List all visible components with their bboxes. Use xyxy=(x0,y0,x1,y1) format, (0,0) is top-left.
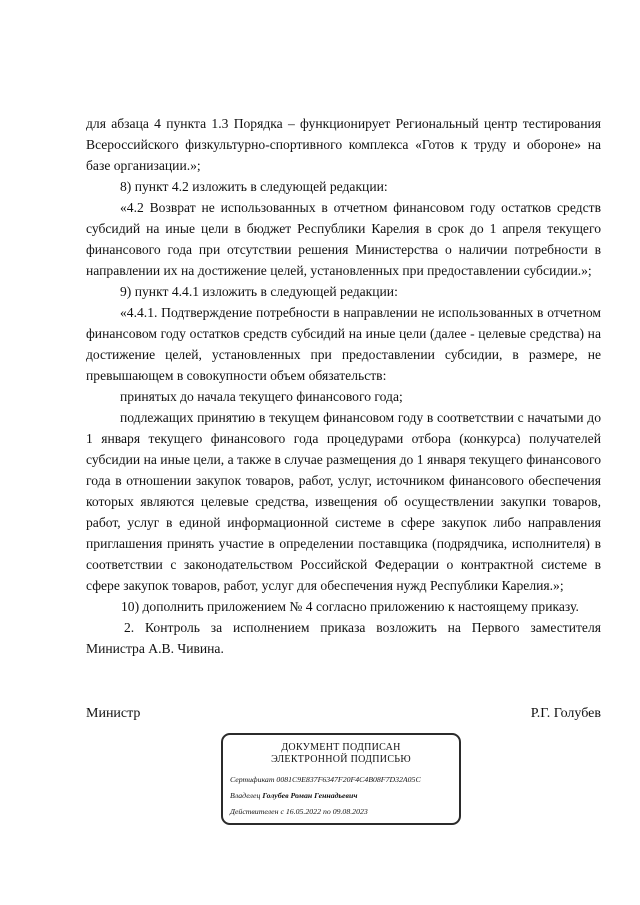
valid-from: 16.05.2022 xyxy=(285,807,321,816)
paragraph-clause-4-4-1: «4.4.1. Подтверждение потребности в направлении не использованных в отчетном финансовом году остатков средств субсидий на иные цели (далее - целевые средства) на достижение целей, установленных при предоставлении субсидии, в размере, не превышающем в совокупности объем обязательств: xyxy=(86,305,601,383)
signatory-name: Р.Г. Голубев xyxy=(530,706,601,721)
stamp-validity xyxy=(230,807,368,817)
paragraph-obligations-pending: подлежащих принятию в текущем финансовом году в соответствии с начатыми до 1 января текущего финансового года процедурами отбора (конкурса) получателей субсидии на иные цели, а также в случае размещения до 1 января текущего финансового года в отношении закупок товаров, работ, услуг, источником финансового обеспечения которых являются целевые средства, извещения об осуществлении закупки товаров, работ, услуг в единой информационной системе в сфере закупок либо направления приглашения принять участие в определении поставщика (подрядчика, исполнителя) в соответствии с законодательством Российской Федерации о контрактной системе в сфере закупок товаров, работ, услуг для обеспечения нужд Республики Карелия.»; xyxy=(86,410,601,593)
electronic-signature-stamp xyxy=(221,733,461,825)
valid-from-word: с xyxy=(280,807,284,816)
owner-label: Владелец xyxy=(230,791,261,800)
valid-label: Действителен xyxy=(230,807,279,816)
paragraph-item-9: 9) пункт 4.4.1 изложить в следующей редакции: xyxy=(120,284,398,299)
paragraph-obligations-accepted: принятых до начала текущего финансового года; xyxy=(120,389,403,404)
certificate-label: Сертификат xyxy=(230,775,275,784)
signatory-position: Министр xyxy=(86,706,141,721)
paragraph-clause-4-2: «4.2 Возврат не использованных в отчетном финансовом году остатков средств субсидий на иные цели в бюджет Республики Карелия в срок до 1 апреля текущего финансового года при отсутствии решения Министерства о наличии потребности в направлении их на достижение целей, установленных при предоставлении субсидии.»; xyxy=(86,200,601,278)
paragraph-item-8: 8) пункт 4.2 изложить в следующей редакции: xyxy=(120,179,388,194)
document-body xyxy=(86,113,601,659)
certificate-value: 0081C9E837F6347F20F4C4B08F7D32A05C xyxy=(276,775,421,784)
paragraph-item-10: 10) дополнить приложением № 4 согласно приложению к настоящему приказу. xyxy=(121,599,579,614)
stamp-title-line-2: ЭЛЕКТРОННОЙ ПОДПИСЬЮ xyxy=(271,754,411,765)
owner-value: Голубев Роман Геннадьевич xyxy=(262,791,358,800)
valid-to: 09.08.2023 xyxy=(332,807,368,816)
paragraph-control: 2. Контроль за исполнением приказа возложить на Первого заместителя Министра А.В. Чивина. xyxy=(86,620,601,656)
stamp-title xyxy=(223,742,459,766)
stamp-title-line-1: ДОКУМЕНТ ПОДПИСАН xyxy=(281,742,401,753)
paragraph-continuation: для абзаца 4 пункта 1.3 Порядка – функционирует Региональный центр тестирования Всероссийского физкультурно-спортивного комплекса «Готов к труду и обороне» на базе организации.»; xyxy=(86,116,601,173)
valid-to-word: по xyxy=(322,807,331,816)
stamp-certificate xyxy=(230,775,421,785)
stamp-owner xyxy=(230,791,357,801)
